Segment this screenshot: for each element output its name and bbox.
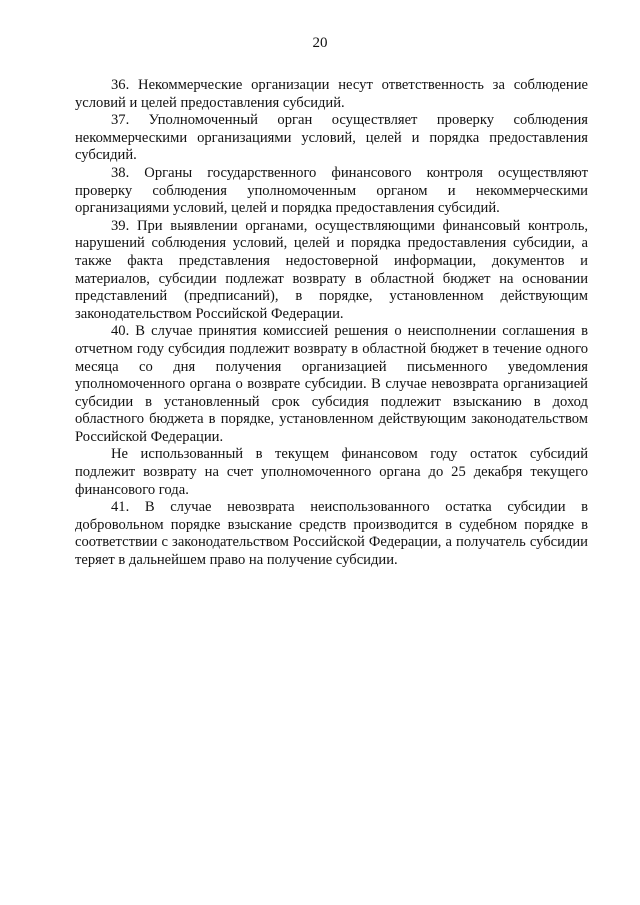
paragraph-40-remainder: Не использованный в текущем финансовом году остаток субсидий подлежит возврату на счет уполномоченного органа до 25 декабря текущего финансового года.	[75, 446, 588, 498]
page-number: 20	[312, 35, 328, 51]
paragraph-38: 38. Органы государственного финансового контроля осуществляют проверку соблюдения уполномоченным органом и некоммерческими организациями условий, целей и порядка предоставления субсидий.	[75, 164, 588, 217]
paragraph-37: 37. Уполномоченный орган осуществляет проверку соблюдения некоммерческими организациями условий, целей и порядка предоставления субсидий.	[75, 112, 588, 164]
document-body	[75, 77, 588, 570]
paragraph-40: 40. В случае принятия комиссией решения о неисполнении соглашения в отчетном году субсидия подлежит возврату в областной бюджет в течение одного месяца со дня получения организацией письменного уведомления уполномоченного органа о возврате субсидии. В случае невозврата организацией субсидии в установленный срок субсидия подлежит взысканию в доход областного бюджета в порядке, установленном действующим законодательством Российской Федерации.	[75, 323, 588, 445]
paragraph-39: 39. При выявлении органами, осуществляющими финансовый контроль, нарушений соблюдения условий, целей и порядка предоставления субсидии, а также факта представления недостоверной информации, документов и материалов, субсидии подлежат возврату в областной бюджет на основании представлений (предписаний), в порядке, установленном действующим законодательством Российской Федерации.	[75, 217, 588, 322]
paragraph-36: 36. Некоммерческие организации несут ответственность за соблюдение условий и целей предоставления субсидий.	[75, 77, 588, 111]
paragraph-41: 41. В случае невозврата неиспользованного остатка субсидии в добровольном порядке взыскание средств производится в судебном порядке в соответствии с законодательством Российской Федерации, а получатель субсидии теряет в дальнейшем право на получение субсидии.	[75, 499, 588, 569]
